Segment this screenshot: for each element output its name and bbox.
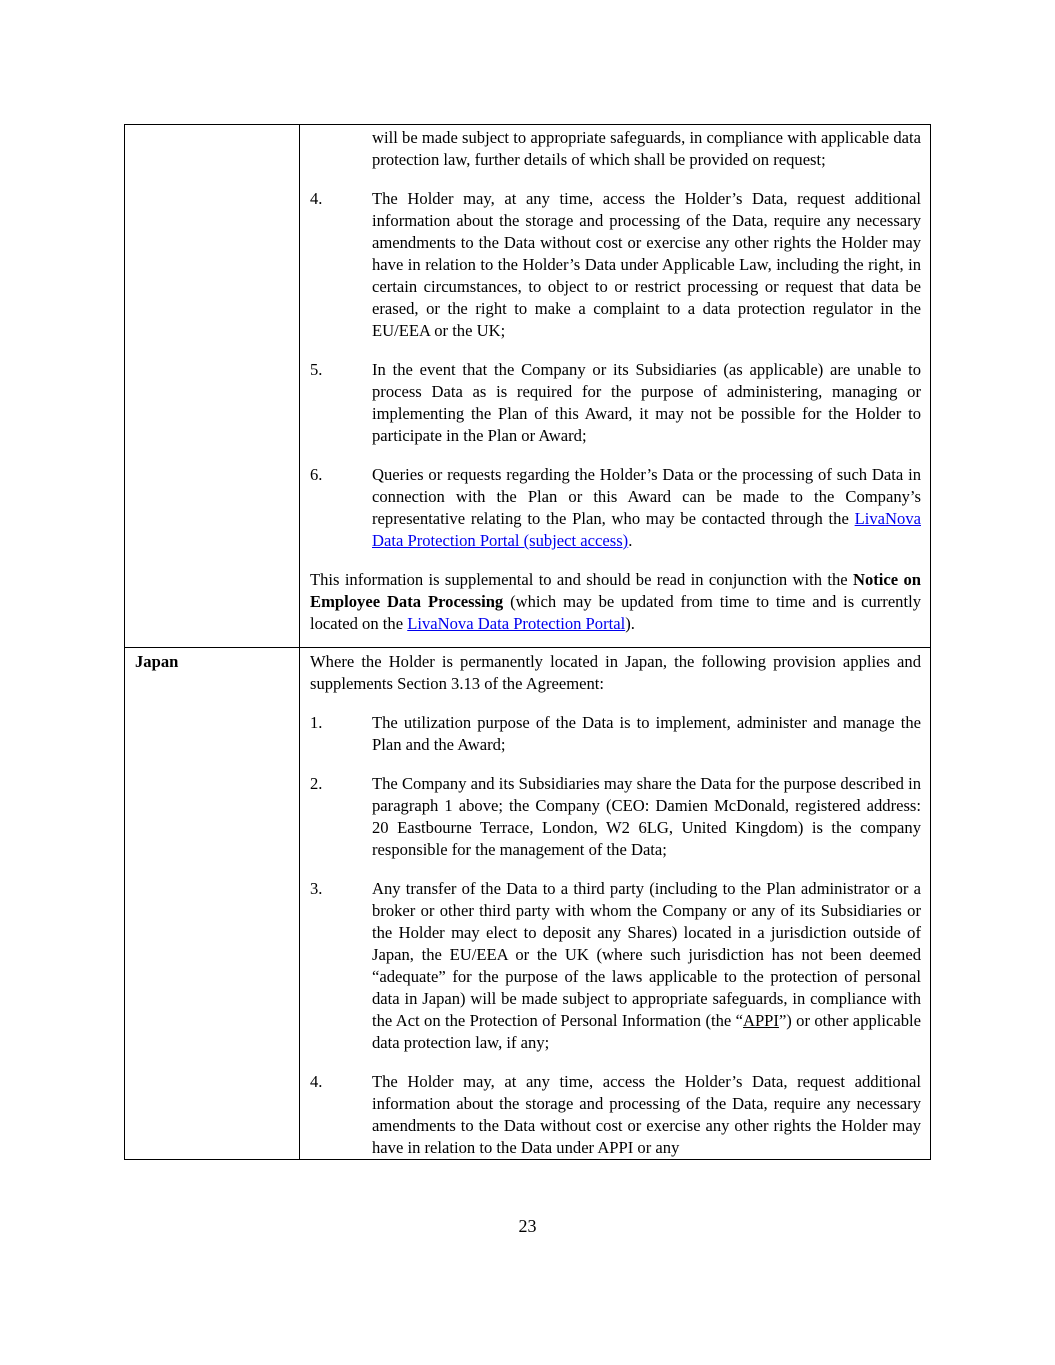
- provision-cell: [300, 125, 931, 648]
- list-item: [310, 1071, 921, 1159]
- item-text: In the event that the Company or its Subsidiaries (as applicable) are unable to process Data as is required for the purpose of administering, managing or implementing the Plan of this Award, it may not be possible for the Holder to participate in the Plan or Award;: [372, 360, 921, 445]
- country-cell-empty: [125, 125, 300, 648]
- item-text-part: .: [628, 531, 633, 550]
- list-item: [310, 359, 921, 447]
- data-protection-portal-link[interactable]: LivaNova Data Protection Portal: [407, 614, 626, 633]
- country-name: Japan: [135, 652, 179, 671]
- intro-paragraph: Where the Holder is permanently located in Japan, the following provision applies and supplements Section 3.13 of the Agreement:: [310, 652, 921, 693]
- item-text: The utilization purpose of the Data is to implement, administer and manage the Plan and the Award;: [372, 713, 921, 754]
- item-text: [372, 878, 921, 1054]
- item-text: The Company and its Subsidiaries may share the Data for the purpose described in paragraph 1 above; the Company (CEO: Damien McDonald, registered address: 20 Eastbourne Terrace, London, W2 6LG, United Kingdom) is the company responsible for the management of the Data;: [372, 774, 921, 859]
- item-number: 4.: [310, 1072, 323, 1091]
- closing-text: ).: [625, 614, 635, 633]
- list-item: [310, 464, 921, 552]
- item-number: 1.: [310, 713, 323, 732]
- item-number: 6.: [310, 465, 323, 484]
- item-text: The Holder may, at any time, access the Holder’s Data, request additional information about the storage and processing of the Data, require any necessary amendments to the Data without cost or exercise any other rights the Holder may have in relation to the Data under APPI or any: [372, 1072, 921, 1157]
- list-item: [310, 773, 921, 861]
- item-text-part: ”) or other applicable data protection law, if any;: [372, 1011, 921, 1052]
- closing-paragraph: [310, 569, 921, 635]
- notice-title: Notice on Employee Data Processing: [310, 570, 921, 611]
- item-text: The Holder may, at any time, access the Holder’s Data, request additional information about the storage and processing of the Data, require any necessary amendments to the Data without cost or exercise any other rights the Holder may have in relation to the Holder’s Data under Applicable Law, including the right, in certain circumstances, to object to or restrict processing or request that data be erased, or the right to make a complaint to a data protection regulator in the EU/EEA or the UK;: [372, 189, 921, 340]
- continued-paragraph: will be made subject to appropriate safeguards, in compliance with applicable data protection law, further details of which shall be provided on request;: [372, 128, 921, 169]
- item-text-part: Queries or requests regarding the Holder’s Data or the processing of such Data in connection with the Plan or this Award can be made to the Company’s representative relating to the Plan, who may be contacted through the: [372, 465, 921, 528]
- item-number: 3.: [310, 879, 323, 898]
- item-text: [372, 464, 921, 552]
- item-text-part: Any transfer of the Data to a third party (including to the Plan administrator or a broker or other third party with whom the Company or any of its Subsidiaries or the Holder may elect to deposit any Shares) located in a jurisdiction outside of Japan, the EU/EEA or the UK (where such jurisdiction has not been deemed “adequate” for the purpose of the laws applicable to the protection of personal data in Japan) will be made subject to appropriate safeguards, in compliance with the Act on the Protection of Personal Information (the “: [372, 879, 921, 1030]
- list-item: [310, 878, 921, 1054]
- table-row: [125, 648, 931, 1160]
- defined-term: APPI: [742, 1011, 779, 1030]
- country-provisions-table: [124, 124, 931, 1160]
- item-number: 2.: [310, 774, 323, 793]
- table-row: [125, 125, 931, 648]
- list-item: [310, 188, 921, 342]
- country-cell: [125, 648, 300, 1160]
- provision-cell: [300, 648, 931, 1160]
- closing-text: (which may be updated from time to time and is currently located on the: [310, 592, 921, 633]
- item-number: 4.: [310, 189, 323, 208]
- closing-text: This information is supplemental to and should be read in conjunction with the: [310, 570, 853, 589]
- page-number: 23: [518, 1216, 537, 1236]
- item-number: 5.: [310, 360, 323, 379]
- subject-access-portal-link[interactable]: LivaNova Data Protection Portal (subject access): [372, 509, 921, 550]
- list-item: [310, 712, 921, 756]
